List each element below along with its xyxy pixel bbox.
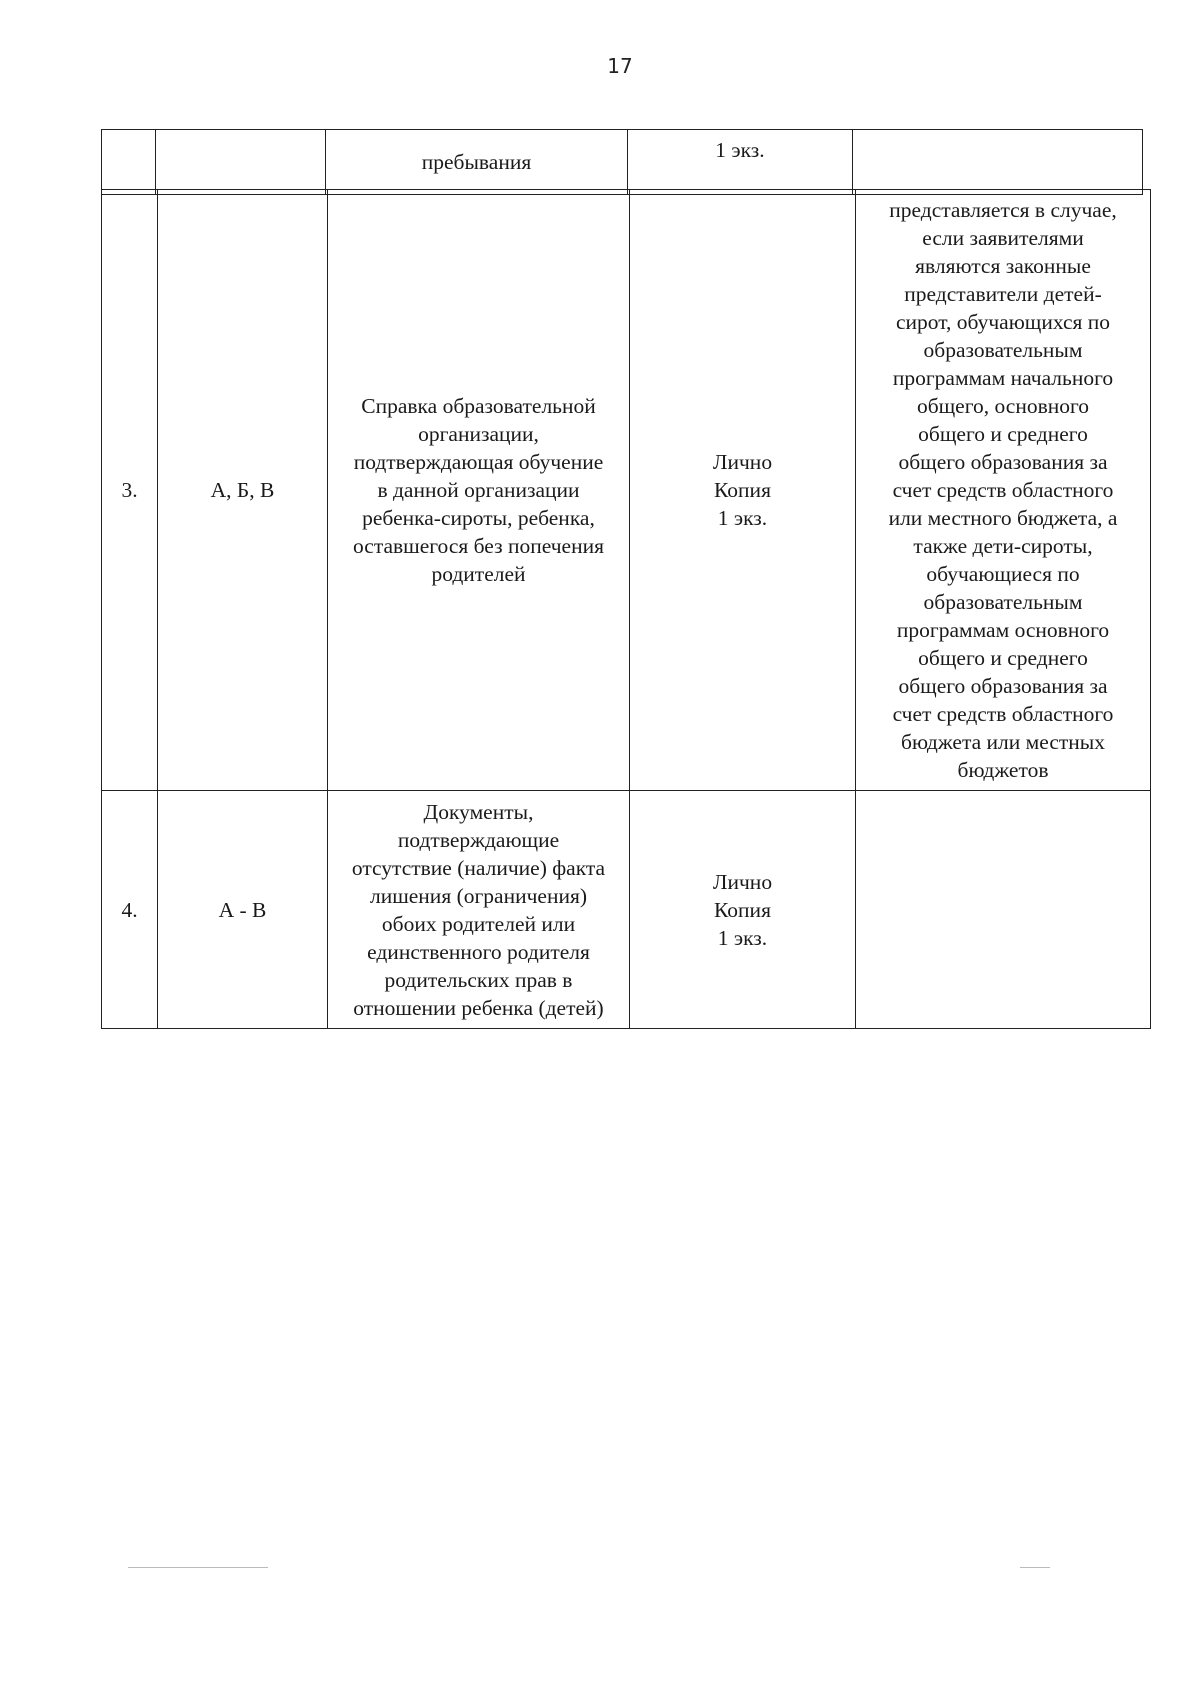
row-number-cell: 3. <box>102 190 158 791</box>
table-row <box>102 190 1151 791</box>
table-row <box>102 791 1151 1029</box>
document-cell: Справка образовательной организации, подтверждающая обучение в данной организации ребенка-сироты, ребенка, оставшегося без попечения родителей <box>328 190 630 791</box>
document-cell: Документы, подтверждающие отсутствие (наличие) факта лишения (ограничения) обоих родителей или единственного родителя родительских прав в отношении ребенка (детей) <box>328 791 630 1029</box>
form-cell: 1 экз. <box>628 130 853 195</box>
categories-cell <box>156 130 326 195</box>
table-row <box>102 130 1143 195</box>
documents-table-continuation <box>101 129 1143 195</box>
row-number-cell <box>102 130 156 195</box>
categories-cell: А, Б, В <box>158 190 328 791</box>
page-number: 17 <box>607 54 633 78</box>
form-cell: Лично Копия 1 экз. <box>630 190 856 791</box>
row-number-cell: 4. <box>102 791 158 1029</box>
note-cell <box>856 791 1151 1029</box>
note-cell <box>853 130 1143 195</box>
scan-artifact <box>128 1567 268 1568</box>
documents-table <box>101 189 1151 1029</box>
document-cell: пребывания <box>326 130 628 195</box>
note-cell: представляется в случае, если заявителями являются законные представители детей- сирот, обучающихся по образовательным программам начального общего, основного общего и среднего общего образования за счет средств областного или местного бюджета, а также дети-сироты, обучающиеся по образовательным программам основного общего и среднего общего образования за счет средств областного бюджета или местных бюджетов <box>856 190 1151 791</box>
form-cell: Лично Копия 1 экз. <box>630 791 856 1029</box>
scan-artifact <box>1020 1567 1050 1568</box>
categories-cell: А - В <box>158 791 328 1029</box>
